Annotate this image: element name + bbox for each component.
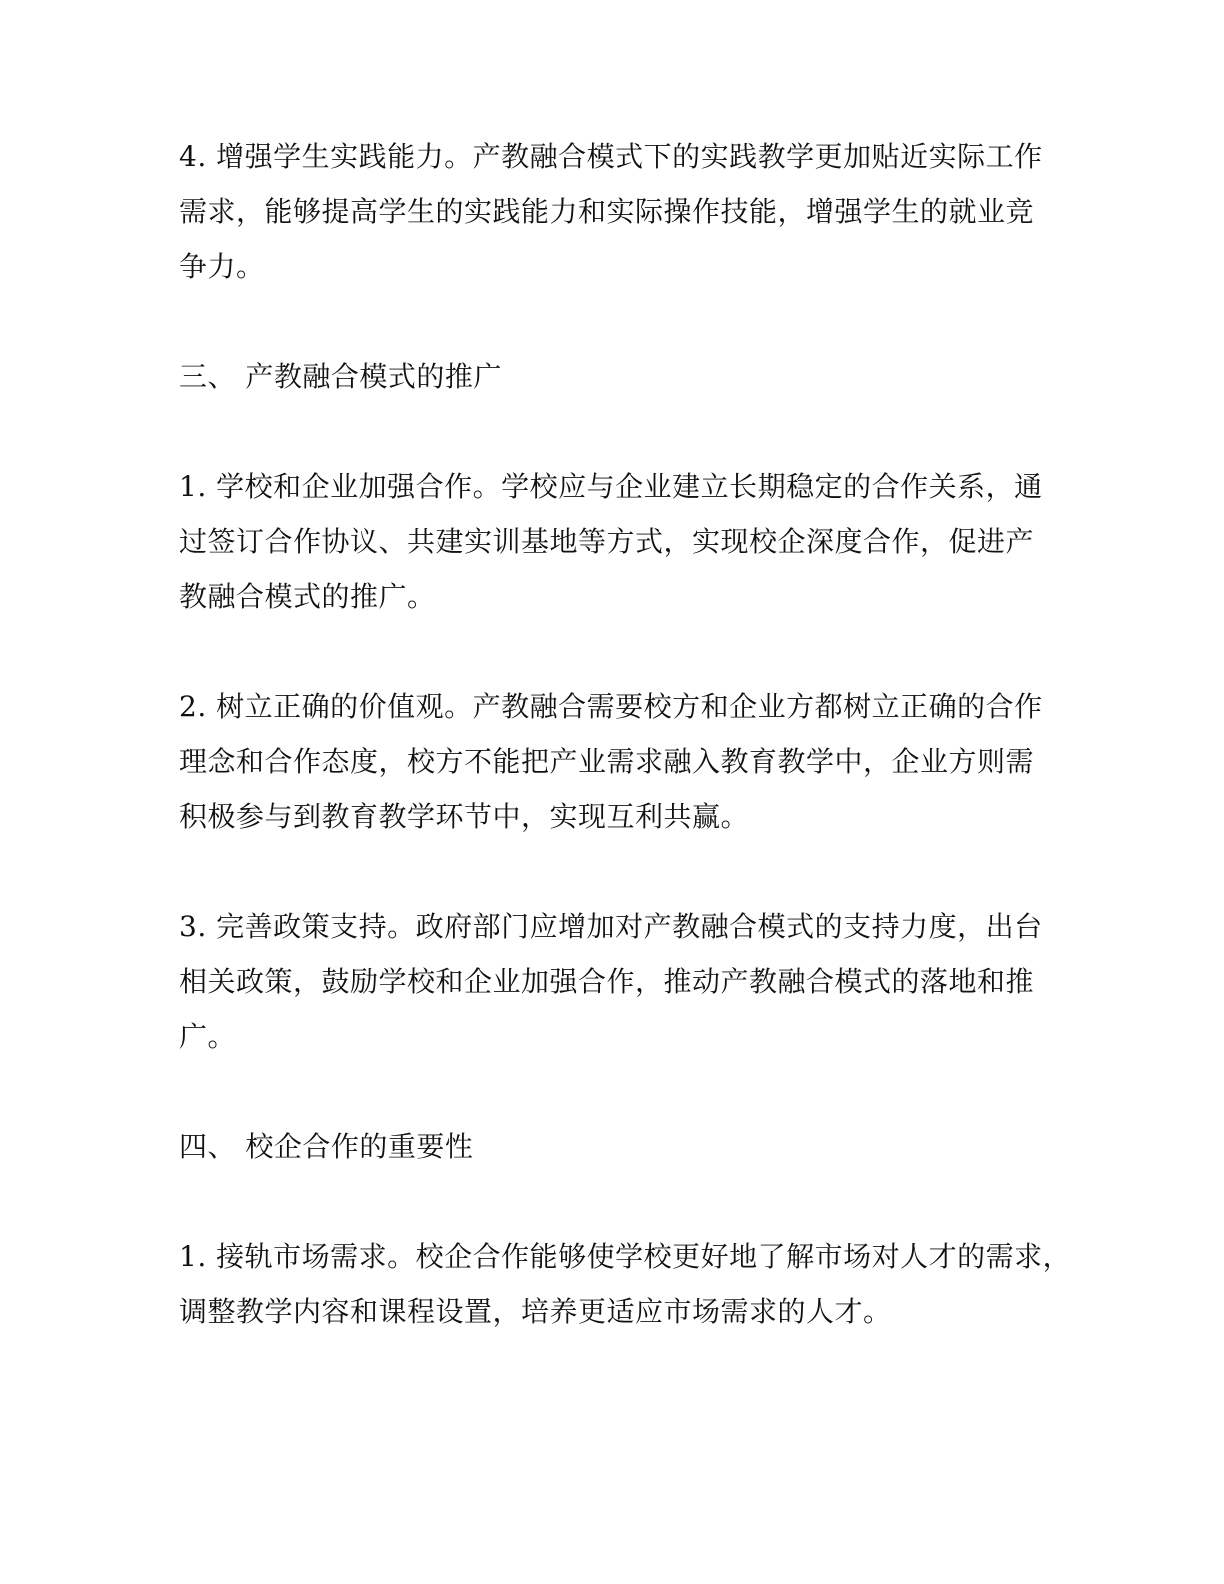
paragraph-line: 2. 树立正确的价值观。产教融合需要校方和企业方都树立正确的合作 — [179, 690, 1043, 723]
section-heading: 三、 产教融合模式的推广 — [179, 360, 502, 393]
paragraph-line: 积极参与到教育教学环节中，实现互利共赢。 — [179, 800, 750, 833]
paragraph-line: 理念和合作态度，校方不能把产业需求融入教育教学中，企业方则需 — [179, 745, 1035, 778]
paragraph-line: 调整教学内容和课程设置，培养更适应市场需求的人才。 — [179, 1295, 892, 1328]
paragraph-line: 相关政策，鼓励学校和企业加强合作，推动产教融合模式的落地和推 — [179, 965, 1035, 998]
paragraph-line: 广。 — [179, 1020, 237, 1053]
paragraph-line: 1. 学校和企业加强合作。学校应与企业建立长期稳定的合作关系，通 — [179, 470, 1043, 503]
paragraph-line: 教融合模式的推广。 — [179, 580, 436, 613]
paragraph-line: 1. 接轨市场需求。校企合作能够使学校更好地了解市场对人才的需求， — [179, 1240, 1072, 1273]
paragraph-line: 3. 完善政策支持。政府部门应增加对产教融合模式的支持力度，出台 — [179, 910, 1043, 943]
paragraph-line: 争力。 — [179, 250, 265, 283]
paragraph-line: 4. 增强学生实践能力。产教融合模式下的实践教学更加贴近实际工作 — [179, 140, 1043, 173]
section-heading: 四、 校企合作的重要性 — [179, 1130, 474, 1163]
paragraph-line: 需求，能够提高学生的实践能力和实际操作技能，增强学生的就业竞 — [179, 195, 1035, 228]
paragraph-line: 过签订合作协议、共建实训基地等方式，实现校企深度合作，促进产 — [179, 525, 1035, 558]
